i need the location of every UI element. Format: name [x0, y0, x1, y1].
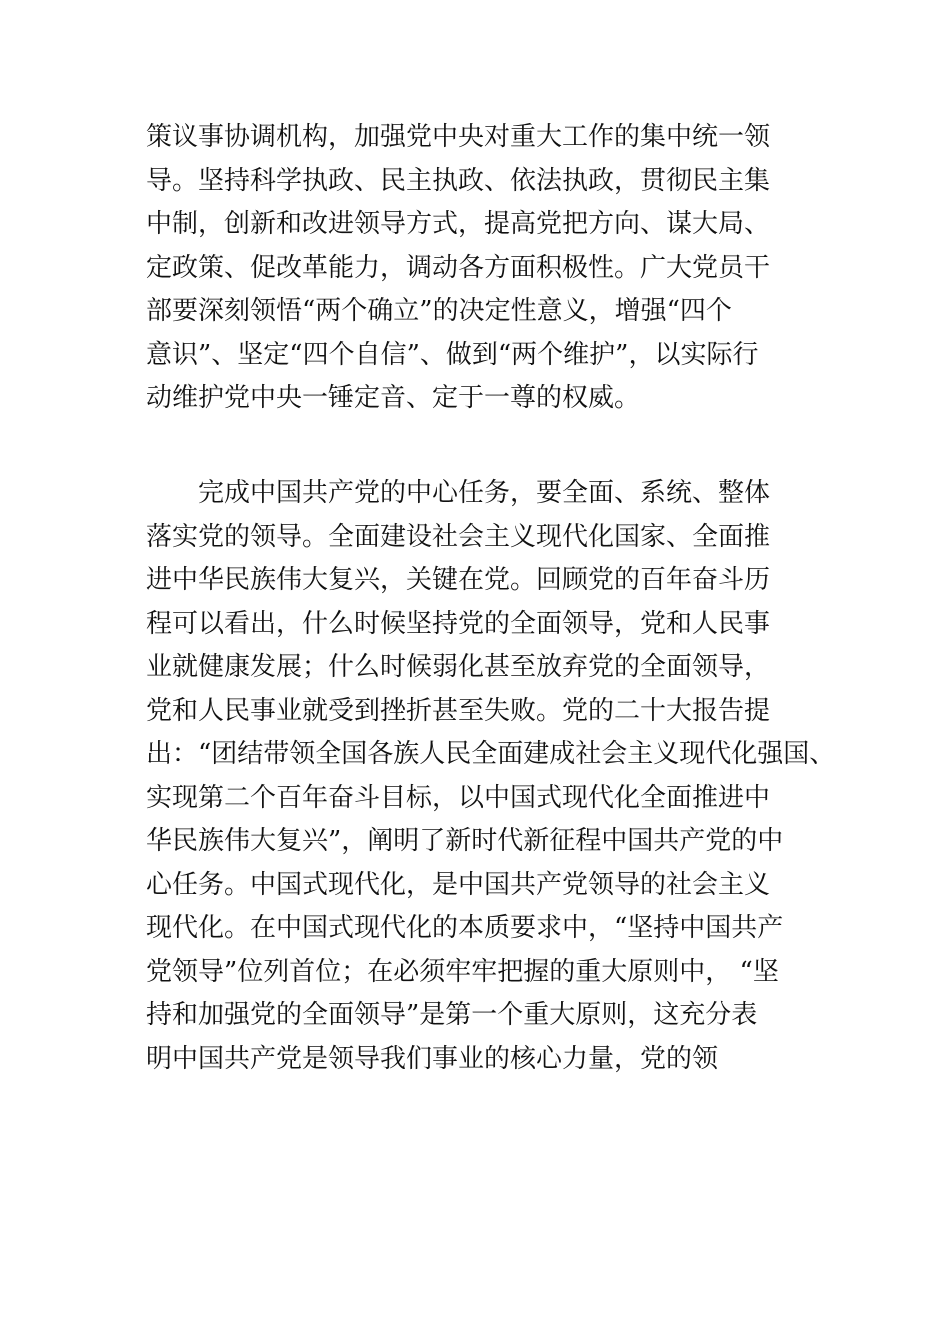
paragraph-1 [146, 116, 770, 421]
text-line: 部要深刻领悟“两个确立”的决定性意义，增强“四个 [146, 296, 732, 326]
text-line: 动维护党中央一锤定音、定于一尊的权威。 [146, 383, 641, 413]
text-line: 进中华民族伟大复兴，关键在党。回顾党的百年奋斗历 [146, 565, 771, 595]
text-line: 策议事协调机构，加强党中央对重大工作的集中统一领 [146, 122, 771, 152]
text-line: 党和人民事业就受到挫折甚至失败。党的二十大报告提 [146, 695, 771, 726]
text-line: 实现第二个百年奋斗目标，以中国式现代化全面推进中 [146, 782, 771, 813]
text-line: 党领导”位列首位；在必须牢牢把握的重大原则中， “坚 [146, 956, 779, 987]
text-line: 持和加强党的全面领导”是第一个重大原则，这充分表 [146, 1000, 758, 1030]
text-line: 导。坚持科学执政、民主执政、依法执政，贯彻民主集 [146, 165, 771, 196]
text-line: 明中国共产党是领导我们事业的核心力量，党的领 [146, 1043, 719, 1074]
text-line: 心任务。中国式现代化，是中国共产党领导的社会主义 [146, 869, 771, 900]
text-line: 现代化。在中国式现代化的本质要求中，“坚持中国共产 [146, 913, 784, 943]
text-line: 中制，创新和改进领导方式，提高党把方向、谋大局、 [146, 209, 771, 239]
text-line: 出：“团结带领全国各族人民全面建成社会主义现代化强国、 [146, 739, 836, 769]
text-line: 华民族伟大复兴”，阐明了新时代新征程中国共产党的中 [146, 826, 784, 856]
text-line: 意识”、坚定“四个自信”、做到“两个维护”，以实际行 [146, 339, 759, 370]
text-line: 落实党的领导。全面建设社会主义现代化国家、全面推 [146, 521, 771, 552]
text-line: 程可以看出，什么时候坚持党的全面领导，党和人民事 [146, 608, 771, 639]
paragraph-2 [146, 472, 835, 1081]
text-line: 完成中国共产党的中心任务，要全面、系统、整体 [198, 478, 771, 508]
text-line: 业就健康发展；什么时候弱化甚至放弃党的全面领导， [146, 652, 771, 682]
text-line: 定政策、促改革能力，调动各方面积极性。广大党员干 [146, 252, 771, 283]
